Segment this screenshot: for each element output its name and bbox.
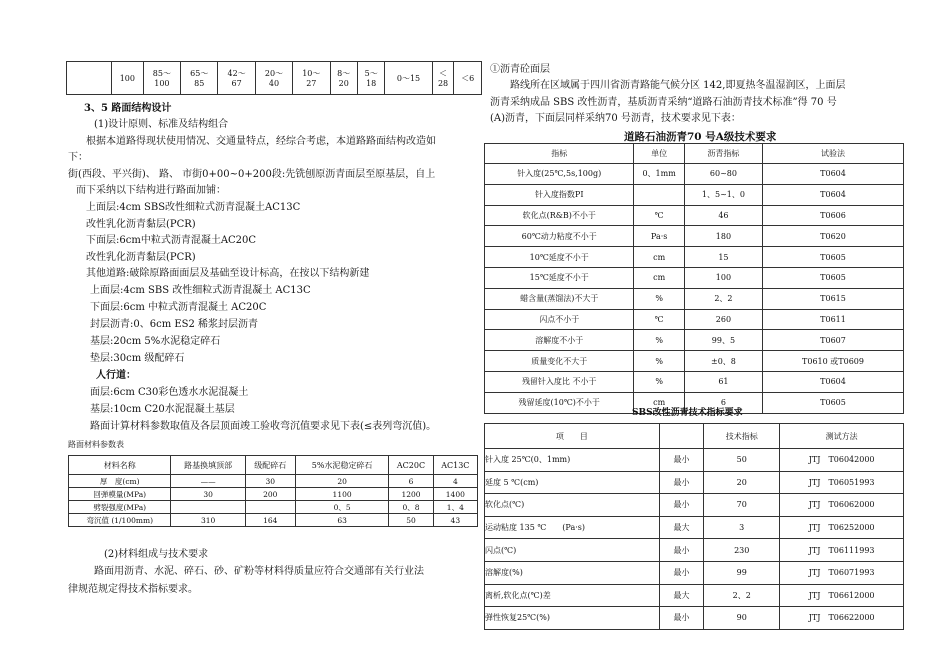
table-cell: 运动粘度 135 ℃ (Pa·s) (485, 516, 660, 539)
table-cell: 2、2 (684, 288, 762, 309)
table-cell: 10℃延度不小于 (485, 247, 634, 268)
subheading-design: (1)设计原则、标准及结构组合 (94, 119, 229, 130)
table-row (485, 267, 904, 288)
table-cell: 软化点(R&B)不小于 (485, 205, 634, 226)
para-line: 沥青采纳成品 SBS 改性沥青，基质沥青采纳“道路石油沥青技术标准”得 70 号 (490, 97, 837, 108)
table-cell: 0～15 (385, 62, 432, 95)
table-cell: 4 (433, 475, 477, 488)
table-cell: 1、5~1、0 (684, 184, 762, 205)
table-cell: T0606 (763, 205, 904, 226)
table-row (485, 584, 904, 607)
table-cell: T0607 (763, 330, 904, 351)
table-cell: T0610 或T0609 (763, 351, 904, 372)
table-cell: 最小 (659, 539, 703, 562)
list-item: 基层:10cm C20水泥混凝土基层 (90, 404, 235, 415)
column-header: 沥青指标 (684, 144, 762, 164)
section-heading: 3、5 路面结构设计 (84, 103, 172, 114)
table-cell: 1200 (389, 488, 433, 501)
table-cell: 针入度指数PI (485, 184, 634, 205)
table-cell: T0605 (763, 392, 904, 413)
table-row (485, 351, 904, 372)
subheading-materials: (2)材料组成与技术要求 (104, 549, 209, 560)
table-cell: ＜6 (454, 62, 482, 95)
table-cell: cm (634, 267, 684, 288)
para-line: 律规范规定得技术指标要求。 (68, 584, 198, 595)
table-cell: 42～ 67 (218, 62, 255, 95)
table-cell: 弯沉值 (1/100mm) (69, 514, 171, 527)
table-cell: 230 (704, 539, 780, 562)
column-header: 路基换填顶部 (171, 456, 245, 475)
column-header (659, 424, 703, 449)
table-cell: T0605 (763, 267, 904, 288)
table-row (69, 501, 478, 514)
table-cell: 1、4 (433, 501, 477, 514)
list-item: 下面层:6cm 中粒式沥青混凝土 AC20C (90, 302, 267, 313)
table-cell: JTJ T06252000 (780, 516, 904, 539)
table-row (485, 226, 904, 247)
table-cell: 200 (245, 488, 295, 501)
table-cell: T0620 (763, 226, 904, 247)
table-cell: % (634, 330, 684, 351)
table-caption: 道路石油沥青70 号A级技术要求 (624, 131, 777, 143)
list-item: 下面层:6cm中粒式沥青混凝土AC20C (86, 235, 257, 246)
list-item: 面层:6cm C30彩色透水水泥混凝土 (90, 387, 249, 398)
table-cell: 65～ 85 (181, 62, 218, 95)
table-cell: cm (634, 247, 684, 268)
material-params-table (68, 455, 478, 527)
column-header: 指标 (485, 144, 634, 164)
para-line: 而下采纳以下结构进行路面加铺： (76, 185, 226, 196)
table-cell: 0、8 (389, 501, 433, 514)
table-cell: T0604 (763, 184, 904, 205)
table-row (485, 471, 904, 494)
table-cell: 劈裂强度(MPa) (69, 501, 171, 514)
asphalt-70-table (484, 143, 904, 414)
table-cell: 2、2 (704, 584, 780, 607)
table-cell: 10～ 27 (293, 62, 330, 95)
table-cell: 20 (295, 475, 389, 488)
table-cell: T0604 (763, 371, 904, 392)
table-cell: 延度 5 ℃(cm) (485, 471, 660, 494)
table-cell: 最小 (659, 494, 703, 517)
table-cell: T0605 (763, 247, 904, 268)
table-cell: 20～ 40 (255, 62, 292, 95)
table-cell: 15℃延度不小于 (485, 267, 634, 288)
table-cell: 针入度 25℃(0、1mm) (485, 449, 660, 472)
para-line: 根据本道路得现状使用情况、交通量特点，经综合考虑，本道路路面结构改造如 (86, 136, 436, 147)
table-row (485, 561, 904, 584)
table-cell (67, 62, 112, 95)
table-cell: 残留针入度比 不小于 (485, 371, 634, 392)
table-cell: 99 (704, 561, 780, 584)
table-cell: JTJ T06071993 (780, 561, 904, 584)
list-item: 路面计算材料参数取值及各层顶面竣工验收弯沉值要求见下表(≤表列弯沉值)。 (90, 421, 437, 432)
column-header: 测试方法 (780, 424, 904, 449)
list-item: 基层:20cm 5%水泥稳定碎石 (90, 336, 221, 347)
list-item: 改性乳化沥青黏层(PCR) (86, 219, 196, 230)
table-cell: 1100 (295, 488, 389, 501)
table-cell: 残留延度(10℃)不小于 (485, 392, 634, 413)
table-row (485, 449, 904, 472)
table-cell: 离析,软化点(℃)差 (485, 584, 660, 607)
table-cell: 63 (295, 514, 389, 527)
table-cell: 溶解度(%) (485, 561, 660, 584)
column-header: 技术指标 (704, 424, 780, 449)
table-row (485, 371, 904, 392)
sbs-asphalt-table (484, 423, 904, 630)
table-row (485, 309, 904, 330)
table-cell: 164 (245, 514, 295, 527)
table-cell: ＜ 28 (432, 62, 454, 95)
table-cell: 8～ 20 (330, 62, 357, 95)
table-cell: 100 (112, 62, 144, 95)
table-row (485, 288, 904, 309)
table-cell: 5～ 18 (357, 62, 384, 95)
table-cell: 蜡含量(蒸馏法)不大于 (485, 288, 634, 309)
table-cell: T0611 (763, 309, 904, 330)
table-cell: 0、1mm (634, 164, 684, 185)
table-cell: JTJ T06622000 (780, 607, 904, 630)
table-cell: 软化点(℃) (485, 494, 660, 517)
table-cell (634, 184, 684, 205)
table-cell: % (634, 371, 684, 392)
table-cell: JTJ T06042000 (780, 449, 904, 472)
para-line: 下： (68, 152, 88, 163)
table-cell: 99、5 (684, 330, 762, 351)
table-cell: T0604 (763, 164, 904, 185)
table-cell: 最小 (659, 471, 703, 494)
column-header: 试验法 (763, 144, 904, 164)
table-caption: SBS改性沥青技术指标要求 (632, 408, 743, 418)
table-row (485, 539, 904, 562)
table-cell (245, 501, 295, 514)
table-cell: 最大 (659, 584, 703, 607)
table-cell: JTJ T06062000 (780, 494, 904, 517)
table-cell: JTJ T06612000 (780, 584, 904, 607)
table-cell: 最大 (659, 516, 703, 539)
column-header: AC20C (389, 456, 433, 475)
list-item: 其他道路:破除原路面面层及基础至设计标高，在按以下结构新建 (86, 268, 370, 279)
list-item: 封层沥青:0、6cm ES2 稀浆封层沥青 (90, 319, 259, 330)
list-item: 改性乳化沥青黏层(PCR) (86, 252, 196, 263)
table-cell: 60℃动力粘度不小于 (485, 226, 634, 247)
list-item: 上面层:4cm SBS改性细粒式沥青混凝土AC13C (86, 202, 301, 213)
table-cell: 6 (389, 475, 433, 488)
table-cell: 弹性恢复25℃(%) (485, 607, 660, 630)
table-cell: 最小 (659, 449, 703, 472)
table-cell: 310 (171, 514, 245, 527)
table-cell: 闪点(℃) (485, 539, 660, 562)
para-line: 街(西段、平兴街)、 路、 市街0+00~0+200段:先铣刨原沥青面层至原基层，自上 (68, 169, 436, 180)
sidewalk-heading: 人行道： (96, 370, 136, 381)
table-cell: ℃ (634, 205, 684, 226)
para-line: 路线所在区域属于四川省沥青路能气候分区 142,即夏热冬温湿润区，上面层 (510, 80, 846, 91)
table-cell: 30 (171, 488, 245, 501)
table-caption: 路面材料参数表 (68, 440, 124, 449)
para-line: (A)沥青，下面层同样采纳70 号沥青，技术要求见下表： (490, 113, 741, 124)
table-cell: 61 (684, 371, 762, 392)
para-line: 路面用沥青、水泥、碎石、砂、矿粉等材料得质量应符合交通部有关行业法 (94, 566, 424, 577)
table-row (69, 488, 478, 501)
table-cell: 1400 (433, 488, 477, 501)
table-cell: 100 (684, 267, 762, 288)
table-row (485, 205, 904, 226)
table-cell: JTJ T06051993 (780, 471, 904, 494)
list-item: 上面层:4cm SBS 改性细粒式沥青混凝土 AC13C (90, 285, 311, 296)
table-row (485, 184, 904, 205)
table-cell: JTJ T06111993 (780, 539, 904, 562)
table-row (485, 330, 904, 351)
table-cell: 50 (704, 449, 780, 472)
table-cell: % (634, 288, 684, 309)
table-cell: 溶解度不小于 (485, 330, 634, 351)
table-cell: 60~80 (684, 164, 762, 185)
column-header: AC13C (433, 456, 477, 475)
table-cell: 6 (684, 392, 762, 413)
table-row (485, 607, 904, 630)
table-row (485, 516, 904, 539)
table-cell: T0615 (763, 288, 904, 309)
table-cell: 厚 度(cm) (69, 475, 171, 488)
table-cell (171, 501, 245, 514)
table-row (69, 514, 478, 527)
table-cell: ±0、8 (684, 351, 762, 372)
table-cell: 46 (684, 205, 762, 226)
table-row (69, 475, 478, 488)
column-header: 材料名称 (69, 456, 171, 475)
table-row (485, 164, 904, 185)
table-cell: 43 (433, 514, 477, 527)
column-header: 5%水泥稳定碎石 (295, 456, 389, 475)
table-row (485, 494, 904, 517)
list-item: 垫层:30cm 级配碎石 (90, 353, 185, 364)
sieve-table (66, 61, 482, 95)
table-cell: 50 (389, 514, 433, 527)
table-cell: 30 (245, 475, 295, 488)
column-header: 项 目 (485, 424, 660, 449)
table-cell: 回弹模量(MPa) (69, 488, 171, 501)
section-heading: ①沥青砼面层 (490, 64, 550, 75)
column-header: 单位 (634, 144, 684, 164)
table-cell: 3 (704, 516, 780, 539)
table-cell: 15 (684, 247, 762, 268)
table-cell: 最小 (659, 607, 703, 630)
table-cell: Pa·s (634, 226, 684, 247)
table-cell: 针入度(25℃,5s,100g) (485, 164, 634, 185)
table-cell: 180 (684, 226, 762, 247)
table-cell: % (634, 351, 684, 372)
table-cell: 20 (704, 471, 780, 494)
table-cell: 质量变化不大于 (485, 351, 634, 372)
table-cell: 最小 (659, 561, 703, 584)
table-cell: 260 (684, 309, 762, 330)
table-cell: 85～ 100 (143, 62, 180, 95)
table-cell: 70 (704, 494, 780, 517)
table-cell: —— (171, 475, 245, 488)
table-cell: 90 (704, 607, 780, 630)
table-cell: 闪点不小于 (485, 309, 634, 330)
column-header: 级配碎石 (245, 456, 295, 475)
table-row (485, 247, 904, 268)
table-cell: 0、5 (295, 501, 389, 514)
table-cell: cm (634, 392, 684, 413)
table-cell: ℃ (634, 309, 684, 330)
